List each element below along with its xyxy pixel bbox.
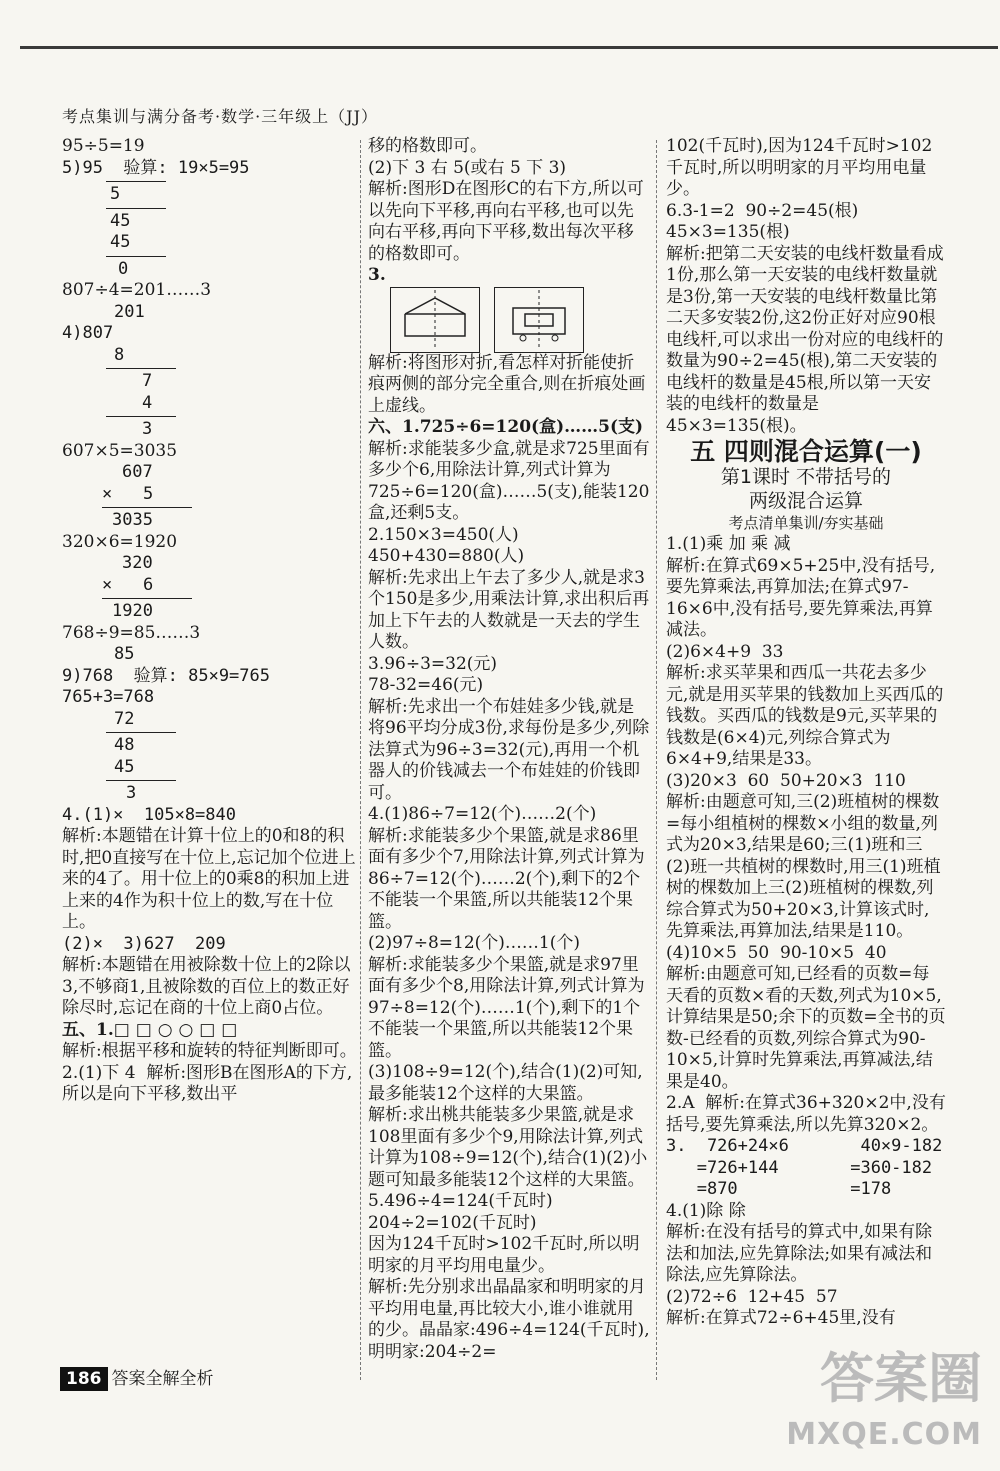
column-1: 95÷5=19 5)95 验算: 19×5=95 5 45 45 0 807÷4=201……3 201 4)807 8 7 4 3 607×5=3035 607 × 5 3035 320×6=1920 320 × 6 1920 768÷9=85……3 85 9)768 验算: 85×9=765 765+3=768 72 48 45 3 4.(1)× 105×8=840 解析:本题错在计算十位上的0和8的积时,把0直接写在十位上,忘记加个位进上来的4了。用十位上的0乘8的积加上进上来的4作为积十位上的数,写在十位上。 (2)× 3)627 209 解析:本题错在用被除数十位上的2除以3,不够商1,且被除数的百位上的数正好除尽时,忘记在商的十位上商0占位。 五、1.□ □ ○ ○ □ □ 解析:根据平移和旋转的特征判断即可。 2.(1)下 4 解析:图形B在图形A的下方,所以是向下平移,数出平 <box>62 136 357 1104</box>
explanation: 解析:在算式69×5+25中,没有括号,要先算乘法,再算加法;在算式97-16×6中,没有括号,要先算乘法,再算减法。 <box>666 555 936 640</box>
answer-line: 6.3-1=2 90÷2=45(根) <box>666 200 859 221</box>
answer-line: (3)20×3 60 50+20×3 110 <box>666 770 906 791</box>
explanation: 解析:在算式72÷6+45里,没有 <box>666 1308 896 1328</box>
explanation: 解析:图形D在图形C的右下方,所以可以先向下平移,再向右平移,也可以先向右平移,再向下平移,数出每次平移的格数即可。 <box>368 179 644 264</box>
answer-line: 320×6=1920 <box>62 531 178 552</box>
explanation: 解析:由题意可知,三(2)班植树的棵数=每小组植树的棵数×小组的数量,列式为20×3,结果是60;三(1)班和三(2)班一共植树的棵数时,用三(1)班植树的棵数加上三(2)班植树的棵数,列综合算式为50+20×3,计算该式时,先算乘法,再算加法,结果是110。 <box>666 792 941 941</box>
explanation: 解析:在没有括号的算式中,如果有除法和加法,应先算除法;如果有减法和除法,应先算除法。 <box>666 1222 933 1285</box>
watermark-url: MXQE.COM <box>786 1417 982 1452</box>
explanation: 解析:先求出一个布娃娃多少钱,就是将96平均分成3份,求每份是多少,列除法算式为96÷3=32(元),再用一个机器人的价钱减去一个布娃娃的价钱即可。 <box>368 696 650 803</box>
answer-line: 2.150×3=450(人) <box>368 524 519 545</box>
explanation: 解析:求买苹果和西瓜一共花去多少元,就是用买苹果的钱数加上买西瓜的钱数。买西瓜的钱数是9元,买苹果的钱数是(6×4)元,列综合算式为6×4+9,结果是33。 <box>666 663 944 769</box>
explanation: 解析:将图形对折,看怎样对折能使折痕两侧的部分完全重合,则在折痕处画上虚线。 <box>368 352 646 416</box>
symmetry-figures <box>390 287 650 353</box>
text-line: 102(千瓦时),因为124千瓦时>102千瓦时,所以明明家的月平均用电量少。 <box>666 136 933 199</box>
answer-line: (3)108÷9=12(个),结合(1)(2)可知,最多能装12个这样的大果篮。 <box>368 1062 643 1104</box>
answer-line: 2.(1)下 4 解析:图形B在图形A的下方,所以是向下平移,数出平 <box>62 1062 353 1104</box>
watermark-logo: 答案圈 <box>820 1347 982 1410</box>
answer-line: 204÷2=102(千瓦时) <box>368 1212 537 1233</box>
column-2 <box>368 136 650 1363</box>
answer-line: 807÷4=201……3 <box>62 280 212 300</box>
answer-line: 2.A 解析:在算式36+320×2中,没有括号,要先算乘法,所以先算320×2。 <box>666 1093 946 1135</box>
page-number: 186 <box>60 1367 108 1391</box>
explanation: 解析:由题意可知,已经看的页数=每天看的页数×看的天数,列式为10×5,计算结果是50;余下的页数=全书的页数-已经看的页数,列综合算式为90-10×5,计算时先算乘法,再算减法,结果是40。 <box>666 964 946 1092</box>
answer-line: 768÷9=85……3 <box>62 622 201 643</box>
answer-line: (2)72÷6 12+45 57 <box>666 1286 838 1307</box>
long-division: 5)95 验算: 19×5=95 <box>62 157 250 178</box>
calc-line: =726+144 =360-182 <box>666 1157 933 1178</box>
column-divider-2 <box>656 140 657 1380</box>
explanation: 解析:求能装多少个果篮,就是求97里面有多少个8,用除法计算,列式计算为97÷8=12(个)……1(个),剩下的1个不能装一个果篮,所以共能装12个果篮。 <box>368 954 645 1061</box>
lesson-title-2: 两级混合运算 <box>748 489 863 512</box>
answer-line: 六、1.725÷6=120(盒)……5(支) <box>368 417 644 437</box>
answer-line: 4.(1)86÷7=12(个)……2(个) <box>368 804 597 824</box>
lesson-title: 第1课时 不带括号的 <box>720 465 892 488</box>
cart-figure <box>494 287 584 353</box>
answer-line: (2)6×4+9 33 <box>666 641 784 662</box>
question-number: 3. <box>368 265 386 285</box>
column-3 <box>666 136 946 1330</box>
calc-line: 3. 726+24×6 40×9-182 <box>666 1136 943 1156</box>
answer-line: 450+430=880(人) <box>368 546 525 566</box>
answer-line: 607×5=3035 <box>62 440 178 461</box>
answer-line: 五、1.□ □ ○ ○ □ □ <box>62 1019 238 1040</box>
explanation: 解析:先求出上午去了多少人,就是求3个150是多少,用乘法计算,求出积后再加上下午去的人数就是一天去的学生人数。 <box>368 567 650 652</box>
page-footer <box>60 1364 214 1391</box>
explanation: 解析:把第二天安装的电线杆数量看成1份,那么第一天安装的电线杆数量就是3份,第一天安装的电线杆数量比第二天多安装2份,这2份正好对应90根电线杆,可以求出一份对应的电线杆的数量为90÷2=45(根),第二天安装的电线杆的数量是45根,所以第一天安装的电线杆的数量是45×3=135(根)。 <box>666 243 944 436</box>
long-division: 4)807 <box>62 323 114 343</box>
answer-line: 4.(1)× 105×8=840 <box>62 804 236 825</box>
explanation: 解析:根据平移和旋转的特征判断即可。 <box>62 1041 357 1061</box>
text-line: 移的格数即可。 <box>368 136 487 156</box>
answer-line: 3.96÷3=32(元) <box>368 653 498 674</box>
section-subtitle: 考点清单集训/夯实基础 <box>728 513 884 532</box>
calc-line: =870 =178 <box>666 1179 892 1199</box>
page-header: 考点集训与满分备考·数学·三年级上（JJ） <box>62 107 379 126</box>
footer-label: 答案全解全析 <box>111 1369 214 1389</box>
division-rule <box>106 181 166 182</box>
top-rule <box>20 46 998 49</box>
watermark <box>786 1347 982 1463</box>
answer-line: 78-32=46(元) <box>368 675 484 695</box>
answer-line: (2)下 3 右 5(或右 5 下 3) <box>368 157 567 178</box>
answer-line: (4)10×5 50 90-10×5 40 <box>666 942 887 963</box>
answer-line: (2)97÷8=12(个)……1(个) <box>368 933 580 953</box>
division-rule <box>106 208 166 209</box>
long-division: 9)768 验算: 85×9=765 765+3=768 <box>62 665 291 707</box>
explanation: 解析:本题错在计算十位上的0和8的积时,把0直接写在十位上,忘记加个位进上来的4了。用十位上的0乘8的积加上进上来的4作为积十位上的数,写在十位上。 <box>62 826 356 932</box>
answer-line: 95÷5=19 <box>62 136 145 156</box>
answer-line: 5.496÷4=124(千瓦时) <box>368 1191 553 1211</box>
explanation: 解析:求能装多少个果篮,就是求86里面有多少个7,用除法计算,列式计算为86÷7=12(个)……2(个),剩下的2个不能装一个果篮,所以共能装12个果篮。 <box>368 825 645 932</box>
column-divider-1 <box>360 140 361 1380</box>
answer-line: (2)× 3)627 209 <box>62 933 226 954</box>
explanation: 解析:本题错在用被除数十位上的2除以3,不够商1,且被除数的百位上的数正好除尽时,忘记在商的十位上商0占位。 <box>62 955 351 1018</box>
division-rule <box>106 256 166 257</box>
answer-line: 4.(1)除 除 <box>666 1200 746 1221</box>
answer-line: 45×3=135(根) <box>666 222 790 242</box>
section-title: 五 四则混合运算(一) <box>690 437 922 466</box>
explanation: 解析:求能装多少盒,就是求725里面有多少个6,用除法计算,列式计算为725÷6=120(盒)……5(支),能装120盒,还剩5支。 <box>368 438 650 523</box>
explanation: 解析:求出桃共能装多少果篮,就是求108里面有多少个9,用除法计算,列式计算为108÷9=12(个),结合(1)(2)小题可知最多能装12个这样的大果篮。 <box>368 1105 648 1190</box>
explanation: 解析:先分别求出晶晶家和明明家的月平均用电量,再比较大小,谁小谁就用的少。晶晶家:496÷4=124(千瓦时),明明家:204÷2= <box>368 1277 650 1362</box>
answer-line: 因为124千瓦时>102千瓦时,所以明明家的月平均用电量少。 <box>368 1234 640 1276</box>
answer-line: 1.(1)乘 加 乘 减 <box>666 534 791 554</box>
house-figure <box>390 287 480 353</box>
